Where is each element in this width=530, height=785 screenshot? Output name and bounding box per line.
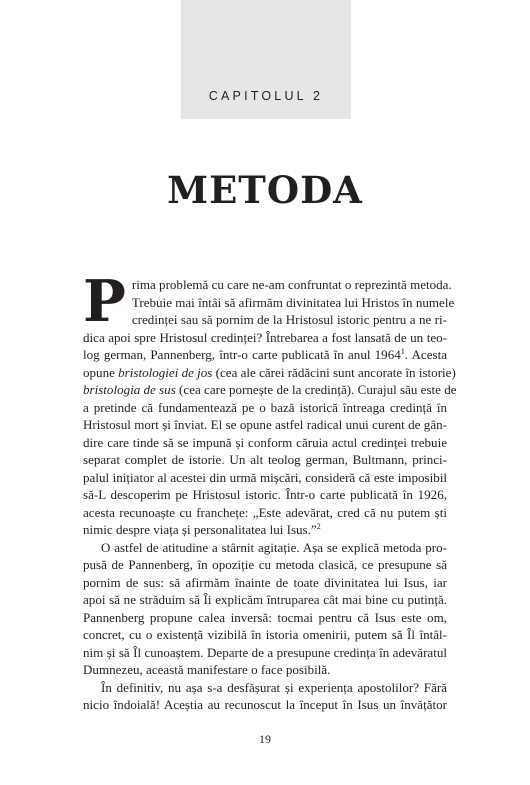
chapter-title: METODA — [167, 168, 363, 212]
text-line: nicio îndoială! Aceștia au recunoscut la început în Isus un învățător — [83, 697, 447, 712]
text-line — [83, 521, 447, 539]
text-line: Hristosul mort și înviat. El se opune astfel radical unui curent de gân- — [83, 417, 447, 432]
text-line: nim și să Îl cunoaștem. Departe de a presupune credința în adevăratul — [83, 644, 447, 660]
text-line: acesta recunoaște cu franchețe: „Este adevărat, cred că nu putem ști — [83, 504, 447, 520]
text-line: să-L descoperim pe Hristosul istoric. Într-o carte publicată în 1926, — [83, 487, 447, 502]
body-text — [83, 268, 457, 714]
italic-term: bristologia de sus — [83, 382, 176, 397]
text-line: a pretinde că fundamentează pe o bază istorică întreaga credință în — [83, 399, 447, 415]
paragraph-2 — [83, 539, 447, 679]
text-line: pornim de sus: să afirmăm înainte de toate divinitatea lui Isus, iar — [83, 574, 447, 590]
text-line: apoi să ne străduim să Îi explicăm întruparea cât mai bine cu putință. — [83, 592, 447, 607]
text-line: rima problemă cu care ne-am confruntat o reprezintă metoda. — [131, 277, 452, 292]
footnote-ref-2: 2 — [316, 522, 321, 531]
text-line — [83, 346, 447, 364]
chapter-header-box — [181, 0, 351, 119]
text-segment: (cea ale cărei rădăcini sunt ancorate în istorie) — [212, 364, 456, 380]
text-line — [83, 364, 456, 382]
text-line — [83, 381, 457, 399]
text-line: credinței sau să pornim de la Hristosul istoric pentru a ne ri- — [131, 312, 447, 327]
text-segment: . Acesta — [404, 347, 447, 362]
text-segment: opune — [83, 364, 119, 380]
text-line: Pannenberg propune calea inversă: tocmai pentru că Isus este om, — [83, 609, 447, 625]
drop-cap: P — [83, 268, 126, 335]
chapter-label: CAPITOLUL 2 — [208, 89, 324, 103]
italic-term: bristologiei de jos — [118, 364, 213, 380]
text-segment: (cea care pornește de la credință). Curajul său este de — [175, 382, 457, 397]
page-number: 19 — [259, 732, 271, 746]
text-line: O astfel de atitudine a stârnit agitație. Așa se explică metoda pro- — [101, 539, 447, 555]
text-line: palul inițiator al acestei din urmă mișcări, consideră că este imposibil — [83, 469, 447, 485]
text-line: În definitiv, nu așa s-a desfășurat și experiența apostolilor? Fără — [101, 679, 447, 695]
text-line: dire care tinde să se impună și conform căruia actul credinței trebuie — [83, 434, 447, 450]
text-segment: log german, Pannenberg, într-o carte publicată în anul 1964 — [83, 347, 401, 362]
text-line: concret, cu o existență vizibilă în istoria omenirii, putem să Îl întâl- — [83, 627, 447, 642]
text-line: pusă de Pannenberg, în opoziție cu metoda clasică, ce presupune să — [83, 557, 447, 572]
footnote-ref-1: 1 — [400, 347, 405, 356]
text-line: Dumnezeu, această manifestare o face posibilă. — [83, 662, 331, 677]
text-line: dica apoi spre Hristosul credinței? Întrebarea a fost lansată de un teo- — [83, 329, 447, 345]
paragraph-3 — [83, 679, 447, 714]
text-segment: nimic despre viața și personalitatea lui Isus.” — [83, 522, 317, 537]
paragraph-1 — [83, 268, 457, 539]
text-line: separat complet de istorie. Un alt teolog german, Bultmann, princi- — [83, 452, 447, 467]
text-line: Trebuie mai întâi să afirmăm divinitatea lui Hristos în numele — [131, 294, 455, 310]
